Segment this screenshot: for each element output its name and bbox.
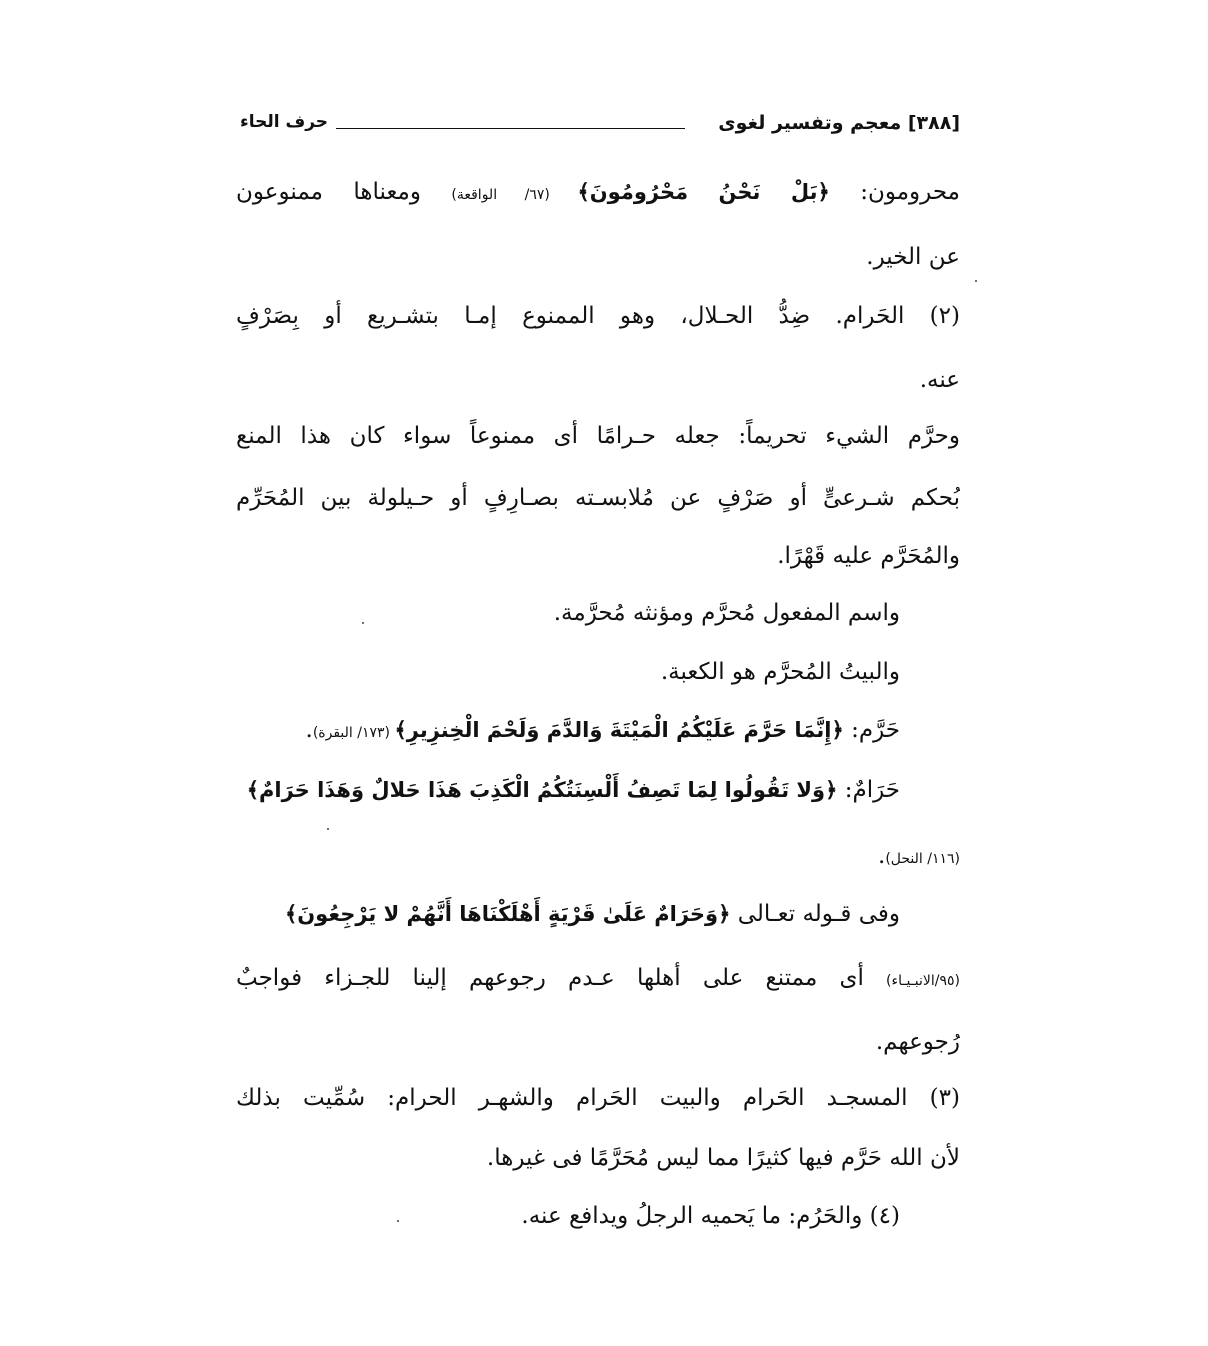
text-line xyxy=(521,1196,900,1240)
verse-reference: (٩٥/الانبـيـاء) xyxy=(886,973,960,989)
text-line xyxy=(554,593,900,637)
text-line xyxy=(661,652,900,696)
line-text: عن الخير. xyxy=(866,244,960,270)
line-text: رُجوعهم. xyxy=(875,1029,960,1055)
text-line xyxy=(236,172,960,216)
text-line xyxy=(306,710,901,754)
text-line xyxy=(876,1022,960,1066)
line-text: حَرَامٌ: xyxy=(837,777,900,803)
text-line xyxy=(236,416,960,460)
text-line xyxy=(236,1078,960,1122)
text-line xyxy=(236,958,960,1002)
line-text: أى ممتنع على أهلها عـدم رجوعهم إلينا للجـزاء فواجبٌ xyxy=(236,965,887,991)
section-title: حرف الحاء xyxy=(240,112,329,132)
running-title: [٣٨٨] معجم وتفسير لغوى xyxy=(718,112,960,134)
line-text: (٤) والحَرُم: ما يَحميه الرجلُ ويدافع عنه. xyxy=(521,1203,900,1229)
verse-reference: (١٧٣/ البقرة) xyxy=(312,725,395,741)
line-text: محرومون: xyxy=(829,179,960,205)
line-text: بُحكم شـرعىٍّ أو صَرْفٍ عن مُلابسـته بصـارِفٍ أو حـيلولة بين المُحَرِّم xyxy=(236,485,960,511)
text-line xyxy=(487,1138,960,1182)
line-text: . xyxy=(305,717,313,743)
line-text: . xyxy=(878,843,886,869)
text-line xyxy=(247,770,900,814)
scan-speck xyxy=(397,1220,399,1222)
quran-quote: ﴿وَحَرَامٌ عَلَىٰ قَرْيَةٍ أَهْلَكْنَاهَا أَنَّهُمْ لا يَرْجِعُونَ﴾ xyxy=(284,902,731,926)
line-text: والبيتُ المُحرَّم هو الكعبة. xyxy=(660,659,900,685)
text-line xyxy=(878,836,960,880)
text-line xyxy=(236,296,960,340)
text-line xyxy=(920,360,960,404)
line-text: حَرَّم: xyxy=(843,717,900,743)
quran-quote: ﴿بَلْ نَحْنُ مَحْرُومُونَ﴾ xyxy=(577,180,830,204)
line-text: (٢) الحَرام. ضِدُّ الحـلال، وهو الممنوع إمـا بتشـريع أو بِصَرْفٍ xyxy=(236,303,960,329)
line-text: واسم المفعول مُحرَّم ومؤنثه مُحرَّمة. xyxy=(553,600,900,626)
scan-speck xyxy=(975,280,977,282)
text-line xyxy=(285,894,900,938)
scan-speck xyxy=(327,828,329,830)
line-text: (٣) المسجـد الحَرام والبيت الحَرام والشهـر الحرام: سُمِّيت بذلك xyxy=(236,1085,960,1111)
scan-speck xyxy=(362,622,364,624)
verse-reference: (١١٦/ النحل) xyxy=(885,851,960,867)
line-text: والمُحَرَّم عليه قَهْرًا. xyxy=(777,543,960,569)
line-text: وفى قـوله تعـالى xyxy=(730,901,900,927)
text-line xyxy=(777,536,960,580)
line-text: وحرَّم الشيء تحريماً: جعله حـرامًا أى ممنوعاً سواء كان هذا المنع xyxy=(236,423,960,449)
text-line xyxy=(236,478,960,522)
quran-quote: ﴿إِنَّمَا حَرَّمَ عَلَيْكُمُ الْمَيْتَةَ وَالدَّمَ وَلَحْمَ الْخِنزِيرِ﴾ xyxy=(394,718,844,742)
line-text: عنه. xyxy=(919,367,960,393)
text-line xyxy=(866,237,960,281)
line-text: ومعناها ممنوعون xyxy=(236,179,452,205)
line-text: لأن الله حَرَّم فيها كثيرًا مما ليس مُحَرَّمًا فى غيرها. xyxy=(486,1145,960,1171)
verse-reference: (٦٧/ الواقعة) xyxy=(451,187,578,203)
page-header xyxy=(240,112,960,148)
header-rule xyxy=(336,128,685,129)
quran-quote: ﴿وَلا تَقُولُوا لِمَا تَصِفُ أَلْسِنَتُكُمُ الْكَذِبَ هَذَا حَلالٌ وَهَذَا حَرَامٌ﴾ xyxy=(246,778,838,802)
